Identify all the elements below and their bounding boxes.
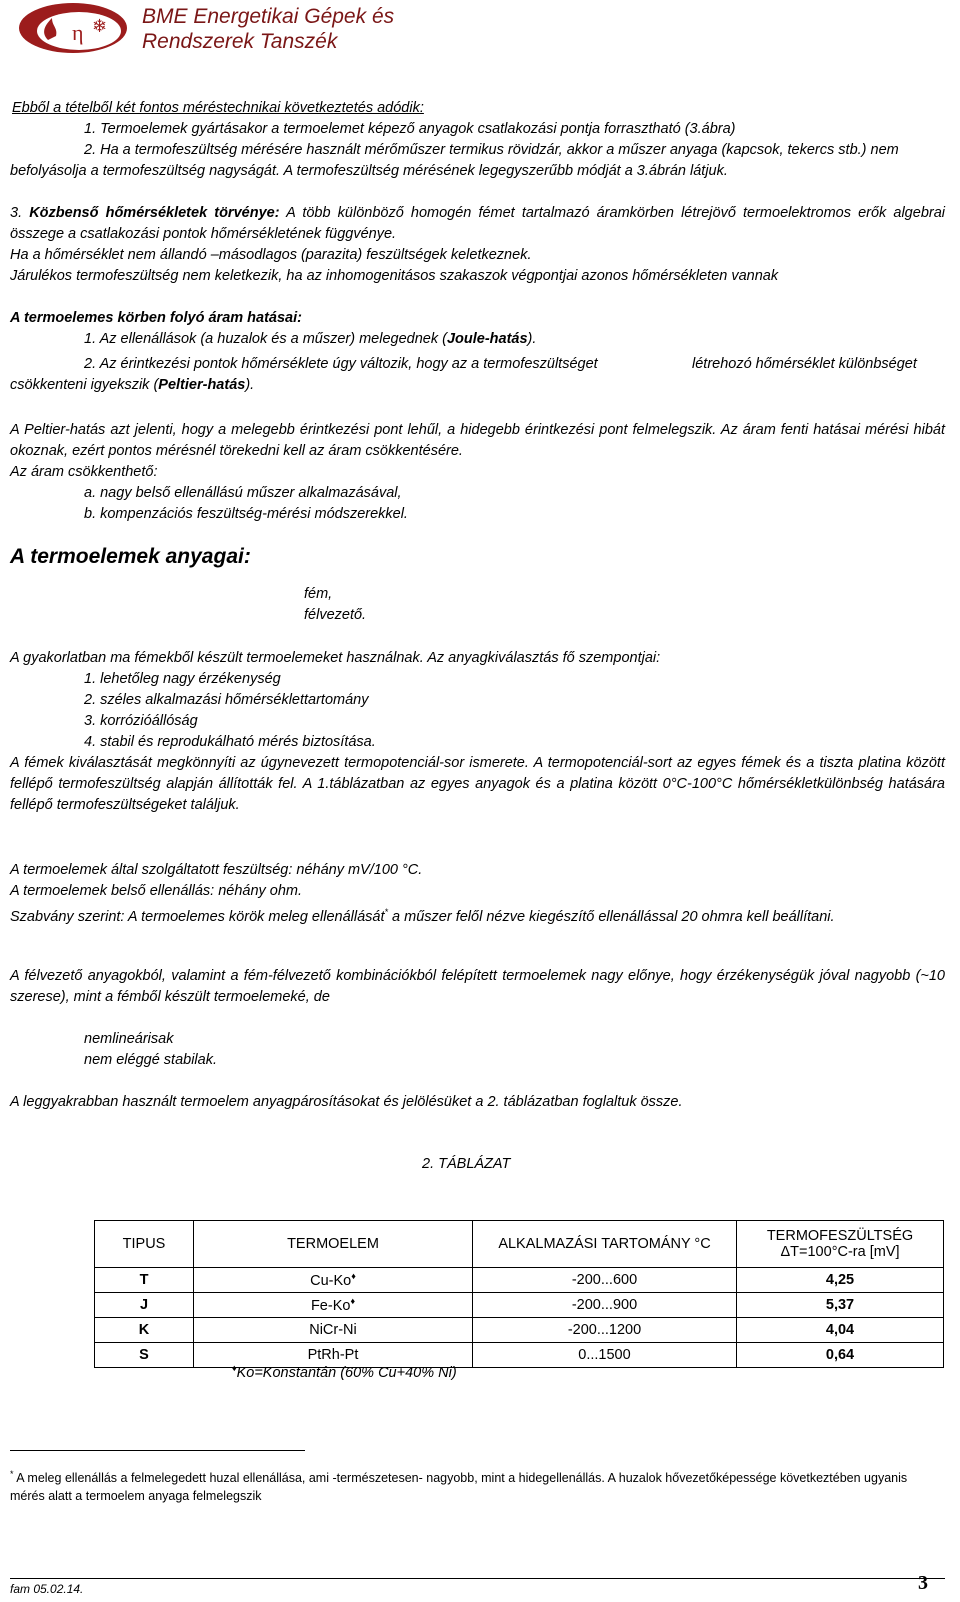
row-element: NiCr-Ni: [194, 1318, 473, 1343]
row-voltage: 4,04: [737, 1318, 944, 1343]
intro-item-2-cont: befolyásolja a termofeszültség nagyságát. A termofeszültség mérésének legegyszerűbb módját a 3.ábrán látjuk.: [10, 163, 728, 179]
table-note-mark: ♦: [232, 1363, 237, 1373]
table-row: [95, 1318, 944, 1343]
row-voltage: 5,37: [737, 1293, 944, 1318]
row-element: PtRh-Pt: [194, 1343, 473, 1368]
standard-text: Szabvány szerint: A termoelemes körök meleg ellenállását: [10, 908, 385, 925]
reduce-item-b: b. kompenzációs feszültség-mérési módszerekkel.: [84, 506, 408, 522]
footnote: [10, 1465, 945, 1505]
row-element-text: Fe-Ko: [310, 1297, 351, 1314]
resistance-line: A termoelemek belső ellenállás: néhány ohm.: [10, 883, 303, 899]
row-type: S: [95, 1343, 194, 1368]
pairs-line: A leggyakrabban használt termoelem anyagpárosításokat és jelölésüket a 2. táblázatban foglaltuk össze.: [10, 1094, 683, 1110]
institution-line-1: BME Energetikai Gépek és: [142, 5, 395, 28]
materials-heading: A termoelemek anyagai:: [10, 545, 251, 568]
page-number: 3: [918, 1572, 928, 1594]
criterion-1: 1. lehetőleg nagy érzékenység: [84, 671, 281, 687]
table-row: [95, 1343, 944, 1368]
material-metal: fém,: [304, 586, 333, 602]
standard-line: [10, 902, 835, 928]
law3-text: A több különböző homogén fémet tartalmazó áramkörben létrejövő termoelektromos erők algebrai összege a csatlakozási pontok hőmérsékletének függvénye.: [10, 205, 945, 242]
header-type: TIPUS: [95, 1221, 194, 1268]
table-row: [95, 1293, 944, 1318]
current-item-1-end: ).: [527, 331, 537, 347]
thermocouple-table: [94, 1220, 944, 1368]
header-voltage: [737, 1221, 944, 1268]
intro-item-2: 2. Ha a termofeszültség mérésére használt mérőműszer termikus rövidzár, akkor a műszer anyaga (kapcsok, tekercs stb.) nem: [84, 142, 899, 158]
row-type: K: [95, 1318, 194, 1343]
footer-separator: [10, 1578, 945, 1579]
criterion-3: 3. korrózióállóság: [84, 713, 198, 729]
row-range: -200...900: [473, 1293, 737, 1318]
table-caption: 2. TÁBLÁZAT: [422, 1156, 511, 1172]
current-item-1: [84, 329, 536, 350]
footnote-text: A meleg ellenállás a felmelegedett huzal ellenállása, ami -természetesen- nagyobb, mint a hidegellenállás. A huzalok hővezetőképessége következtében ugyanis mérés alatt a termoelem anyaga felmelegszik: [10, 1471, 908, 1504]
reduce-item-a: a. nagy belső ellenállású műszer alkalmazásával,: [84, 485, 402, 501]
current-item-2-cont: [10, 375, 254, 396]
current-item-2-end: ).: [245, 377, 255, 393]
semi-drawback-2: nem eléggé stabilak.: [84, 1052, 217, 1068]
footer-date: fam 05.02.14.: [10, 1582, 84, 1596]
institution-line-2: Rendszerek Tanszék: [142, 30, 338, 53]
current-item-2-right: létrehozó hőmérséklet különbséget: [692, 356, 917, 372]
intro-heading: Ebből a tételből két fontos méréstechnikai következtetés adódik:: [12, 100, 424, 116]
footnote-mark: *: [10, 1469, 14, 1479]
criterion-4: 4. stabil és reprodukálható mérés biztosítása.: [84, 734, 376, 750]
series-paragraph: A fémek kiválasztását megkönnyíti az úgynevezett termopotenciál-sor ismerete. A termopotenciál-sort az egyes fémek és a tiszta platina között fellépő termofeszültség alapján állították fel. A 1.táblázatban az egyes anyagok és a platina között 0°C-100°C hőmérsékletkülönbség hatására fellépő termofeszültségeket találjuk.: [10, 755, 945, 813]
peltier-paragraph: A Peltier-hatás azt jelenti, hogy a melegebb érintkezési pont lehűl, a hidegebb érintkezési pont felmelegszik. Az áram fenti hatásai mérési hibát okoznak, ezért pontos mérésnél törekedni kell az áram csökkentésére.: [10, 422, 945, 459]
semi-drawback-1: nemlineárisak: [84, 1031, 174, 1047]
law3-line2: Ha a hőmérséklet nem állandó –másodlagos (parazita) feszültségek keletkeznek.: [10, 247, 532, 263]
peltier-term: Peltier-hatás: [158, 377, 246, 393]
department-logo: [18, 2, 128, 54]
konstantan-mark: ♦: [350, 1296, 356, 1307]
footnote-separator: [10, 1450, 305, 1451]
svg-text:❄: ❄: [92, 16, 108, 36]
row-type: T: [95, 1268, 194, 1293]
semiconductor-paragraph: A félvezető anyagokból, valamint a fém-félvezető kombinációkból felépített termoelemek nagy előnye, hogy érzékenységük jóval nagyobb (~10 szerese), mint a fémből készült termoelemeké, de: [10, 968, 945, 1005]
row-element: [194, 1268, 473, 1293]
institution-name: [142, 4, 394, 54]
table-row: [95, 1268, 944, 1293]
header-range: ALKALMAZÁSI TARTOMÁNY °C: [473, 1221, 737, 1268]
current-item-2-cont-text: csökkenteni igyekszik (: [10, 377, 159, 393]
row-voltage: 4,25: [737, 1268, 944, 1293]
current-item-1-text: 1. Az ellenállások (a huzalok és a műszer) melegednek (: [84, 331, 447, 347]
voltage-line: A termoelemek által szolgáltatott feszültség: néhány mV/100 °C.: [10, 862, 423, 878]
page-header: [18, 0, 948, 60]
row-range: -200...600: [473, 1268, 737, 1293]
row-type: J: [95, 1293, 194, 1318]
table-note-text: Ko=Konstantán (60% Cu+40% Ni): [236, 1364, 457, 1381]
header-voltage-line2: ΔT=100°C-ra [mV]: [780, 1244, 900, 1260]
row-range: -200...1200: [473, 1318, 737, 1343]
law3-paragraph: [10, 203, 945, 245]
footnote-reference: *: [384, 907, 389, 917]
law3-line3: Járulékos termofeszültség nem keletkezik, ha az inhomogenitásos szakaszok végpontjai azonos hőmérsékleten vannak: [10, 268, 779, 284]
material-semiconductor: félvezető.: [304, 607, 367, 623]
row-range: 0...1500: [473, 1343, 737, 1368]
joule-term: Joule-hatás: [446, 331, 528, 347]
row-voltage: 0,64: [737, 1343, 944, 1368]
law3-title: Közbenső hőmérsékletek törvénye:: [29, 205, 280, 221]
standard-text-end: a műszer felől nézve kiegészítő ellenállással 20 ohmra kell beállítani.: [388, 908, 835, 925]
practice-heading: A gyakorlatban ma fémekből készült termoelemeket használnak. Az anyagkiválasztás fő szempontjai:: [10, 650, 661, 666]
svg-text:η: η: [72, 20, 84, 45]
header-voltage-line1: TERMOFESZÜLTSÉG: [766, 1228, 914, 1244]
konstantan-mark: ♦: [351, 1271, 356, 1282]
current-item-2: 2. Az érintkezési pontok hőmérséklete úgy változik, hogy az a termofeszültséget: [84, 356, 598, 372]
row-element-text: Cu-Ko: [310, 1272, 352, 1289]
header-element: TERMOELEM: [194, 1221, 473, 1268]
current-heading: A termoelemes körben folyó áram hatásai:: [10, 310, 302, 326]
law3-number: 3.: [10, 205, 23, 221]
table-header-row: [95, 1221, 944, 1268]
reduce-heading: Az áram csökkenthető:: [10, 464, 158, 480]
intro-item-1: 1. Termoelemek gyártásakor a termoelemet képező anyagok csatlakozási pontja forrasztható (3.ábra): [84, 121, 736, 137]
criterion-2: 2. széles alkalmazási hőmérséklettartomány: [84, 692, 369, 708]
row-element: [194, 1293, 473, 1318]
table-note: [232, 1363, 457, 1381]
